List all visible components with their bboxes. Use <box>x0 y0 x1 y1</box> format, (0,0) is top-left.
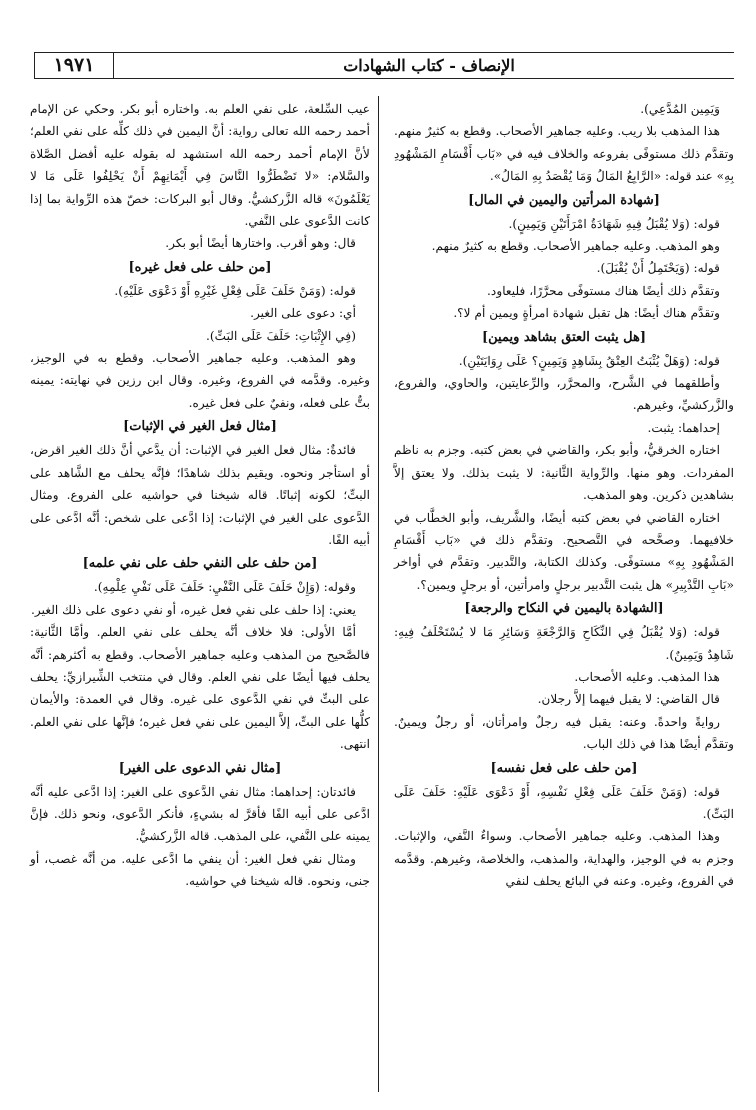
paragraph: قال القاضي: لا يقبل فيهما إلاَّ رجلان. <box>537 692 720 707</box>
paragraph: ومثال نفي فعل الغير: أن ينفي ما ادَّعى عليه. من أنَّه غصب، أو جنى، ونحوه. قاله شيخنا في حواشيه. <box>30 851 370 889</box>
paragraph: فائدةٌ: مثال فعل الغير في الإثبات: أن يدَّعي أنَّ ذلك الغير اقرض، أو استأجر ونحوه. ويقيم بذلك شاهدًا؛ فإنَّه يحلف مع الشَّاهد على البتِّ؛ لكونه إثباتًا. قاله شيخنا في حواشيه على الفروع. ومثال الدَّعوى على الغير في الإثبات: إذا ادَّعى على شخص: أنَّه ادَّعى على أبيه الفًا. <box>30 443 370 547</box>
paragraph: قوله: (وَلا يُقْبَلُ فِيهِ شَهَادَةُ امْرَأَتَيْنِ وَيَمِينٍ). <box>508 216 720 231</box>
paragraph: أمَّا الأولى: فلا خلاف أنَّه يحلف على نفي العلم. وأمَّا الثَّانية: فالصَّحيح من المذهب وعليه جماهير الأصحاب. وقطع به أكثرهم: أنَّه يحلف فيها أيضًا على نفي العلم. وقال في منتخب الشِّيرازيِّ: يحلف على البتِّ في نفي الدَّعوى على غيره. وقال في العمدة: والأيمان كلُّها على البتِّ، إلاَّ اليمين على نفي فعل غيره؛ فإنَّها على نفي العلم. انتهى. <box>30 625 370 752</box>
header-top-rule <box>34 52 734 53</box>
section-heading: [من حلف على النفي حلف على نفي علمه] <box>82 556 318 572</box>
paragraph: قوله: (وَمَنْ حَلَفَ عَلَى فِعْلِ غَيْرِهِ أَوْ دَعْوَى عَلَيْهِ). <box>114 283 356 298</box>
paragraph: يعني: إذا حلف على نفي فعل غيره، أو نفي دعوى على ذلك الغير. <box>31 602 356 617</box>
paragraph: عيب السِّلعة، على نفي العلم به. واختاره أبو بكر. وحكي عن الإمام أحمد رحمه الله تعالى رواية: أنَّ اليمين في ذلك كلِّه على نفي العلم؛ لأنَّ الإمام أحمد رحمه الله استشهد له بقوله عليه أفضل الصَّلاة والسَّلام: «لا تَضْطَرُّوا النَّاسَ فِي أَيْمَانِهِمْ أَنْ يَحْلِفُوا عَلَى مَا لا يَعْلَمُونَ» قاله الزَّركشيُّ. وقال أبو البركات: خصّ هذه الرِّواية بما إذا كانت الدَّعوى على النَّفي. <box>30 102 370 229</box>
paragraph: وهو المذهب. وعليه جماهير الأصحاب. وقطع به كثيرٌ منهم. <box>431 239 720 254</box>
paragraph: قال: وهو أقرب. واختارها أيضًا أبو بكر. <box>165 236 356 251</box>
paragraph: أي: دعوى على الغير. <box>250 306 356 321</box>
header-bottom-rule <box>34 78 734 79</box>
paragraph: وهذا المذهب. وعليه جماهير الأصحاب. وسواءٌ النَّفي، والإثبات. وجزم به في الوجيز، والهداية، والمذهب، والخلاصة، وغيرهم. وقدَّمه في الفروع، وغيره. وعنه في البائع يحلف لنفي <box>394 829 734 889</box>
section-heading: [من حلف على فعل غيره] <box>128 259 272 275</box>
paragraph: قوله: (وَيَحْتَمِلُ أَنْ يُقْبَلَ). <box>596 261 720 276</box>
paragraph: وتقدَّم ذلك أيضًا هناك مستوفًى محرَّرًا، فليعاود. <box>487 283 720 298</box>
paragraph: وَيَمِين المُدَّعِي). <box>640 102 720 116</box>
section-heading: [مثال فعل الغير في الإثبات] <box>123 419 277 435</box>
paragraph: هذا المذهب بلا ريب. وعليه جماهير الأصحاب. وقطع به كثيرٌ منهم. وتقدَّم ذلك مستوفًى بفروعه والخلاف فيه في «بَاب أَقْسَامِ المَشْهُودِ بِهِ» عند قوله: «الرَّابِعُ المَالُ وَمَا يُقْصَدُ بِهِ المَالُ». <box>394 124 734 184</box>
paragraph: وهو المذهب. وعليه جماهير الأصحاب. وقطع به في الوجيز، وغيره. وقدَّمه في الفروع، وغيره. وقال ابن رزين في نهايته: يمينه بتٌّ على فعله، ونفيٌ على فعل غيره. <box>30 351 370 410</box>
paragraph: اختاره الخرقيُّ، وأبو بكر، والقاضي في بعض كتبه. وجزم به ناظم المفردات. وهو منها. والرِّواية الثَّانية: لا يثبت بذلك. ولا يعتق إلاَّ بشاهدين ذكرين. وهو المذهب. <box>394 443 734 503</box>
paragraph: قوله: (وَهَلْ يُثْبَتُ العِتْقُ بِشَاهِدٍ وَيَمِينٍ؟ عَلَى رِوَايَتَيْنِ). <box>458 353 720 368</box>
paragraph: إحداهما: يثبت. <box>647 420 720 435</box>
page-header <box>34 44 734 82</box>
section-heading: [شهادة المرأتين واليمين في المال] <box>468 192 660 208</box>
running-title: الإنصاف - كتاب الشهادات <box>343 56 515 75</box>
paragraph: (فِي الإِثْبَاتِ: حَلَفَ عَلَى البَتِّ). <box>206 328 356 343</box>
section-heading: [من حلف على فعل نفسه] <box>490 760 638 776</box>
page-number: ١٩٧١ <box>34 52 114 78</box>
paragraph: فائدتان: إحداهما: مثال نفي الدَّعوى على الغير: إذا ادَّعى عليه أنَّه ادَّعى على أبيه الفًا فأقرَّ له بشيءٍ، فأنكر الدَّعوى، ونحو ذلك. فإنَّ يمينه على النَّفي، على المذهب. قاله الزَّركشيُّ. <box>30 784 370 844</box>
right-text-column <box>394 98 734 1094</box>
paragraph: هذا المذهب. وعليه الأصحاب. <box>574 669 720 684</box>
paragraph: روايةً واحدةً. وعنه: يقبل فيه رجلٌ وامرأتان، أو رجلٌ ويمينٌ. وتقدَّم أيضًا هذا في ذلك الباب. <box>394 714 734 752</box>
paragraph: اختاره القاضي في بعض كتبه أيضًا، والشَّريف، وأبو الخطَّاب في خلافيهما. وصحَّحه في التَّصحيح. وتقدَّم ذلك في «بَاب أَقْسَامِ المَشْهُودِ بِهِ» مستوفًى. وكذلك الكتابة، والتَّدبير. وتقدَّم في أواخر «بَابِ التَّدْبِيرِ» هل يثبت التَّدبير برجلٍ وامرأتين، أو برجلٍ ويمين؟. <box>394 510 734 592</box>
left-text-column <box>30 98 370 1094</box>
paragraph: وتقدَّم هناك أيضًا: هل تقبل شهادة امرأةٍ ويمين أم لا؟. <box>453 306 720 321</box>
section-heading: [مثال نفي الدعوى على الغير] <box>118 760 282 776</box>
paragraph: وقوله: (وَإِنْ حَلَفَ عَلَى النَّفْيِ: حَلَفَ عَلَى نَفْيِ عِلْمِهِ). <box>93 580 356 595</box>
column-divider <box>378 96 379 1092</box>
paragraph: قوله: (وَلا يُقْبَلُ فِي النِّكَاحِ وَالرَّجْعَةِ وَسَائِرِ مَا لا يُسْتَحْلَفُ فِيهِ: شَاهِدٌ وَيَمِينٌ). <box>394 625 734 662</box>
paragraph: قوله: (وَمَنْ حَلَفَ عَلَى فِعْلِ نَفْسِهِ، أَوْ دَعْوَى عَلَيْهِ: حَلَفَ عَلَى البَتِّ). <box>394 784 734 821</box>
section-heading: [هل يثبت العتق بشاهد ويمين] <box>481 329 647 345</box>
paragraph: وأطلقهما في الشَّرح، والمحرَّر، والرِّعايتين، والحاوي، والفروع، والزَّركشيِّ، وغيرهم. <box>394 376 734 413</box>
section-heading: [الشهادة باليمين في النكاح والرجعة] <box>464 601 664 617</box>
